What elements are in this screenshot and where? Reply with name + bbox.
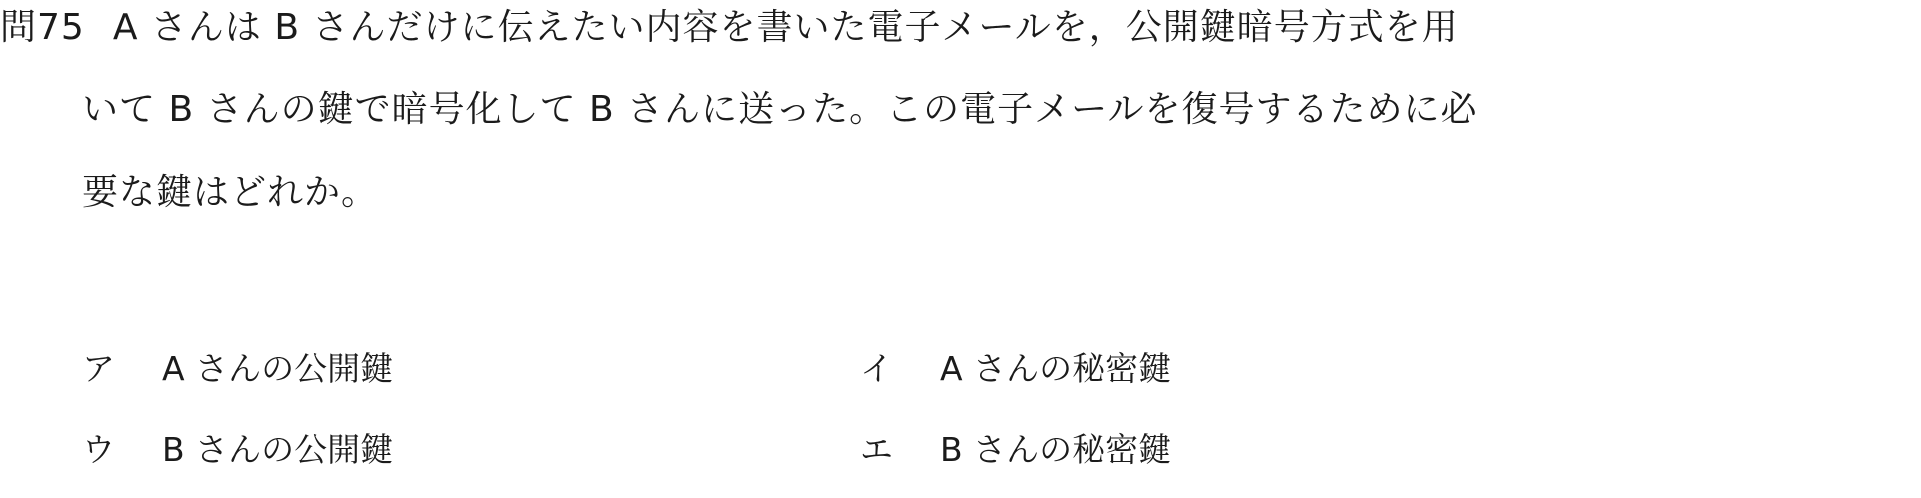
choice-a[interactable]: [82, 349, 393, 389]
choice-text: A さんの秘密鍵: [940, 349, 1172, 388]
choice-mark: エ: [860, 430, 893, 469]
choice-text: B さんの公開鍵: [162, 430, 394, 469]
question-number: 問75: [0, 7, 85, 48]
question-line-1: [0, 8, 1459, 48]
choice-mark: イ: [860, 349, 893, 388]
choice-text: A さんの公開鍵: [162, 349, 394, 388]
question-text-1: A さんは B さんだけに伝えたい内容を書いた電子メールを，公開鍵暗号方式を用: [112, 7, 1459, 48]
question-line-3: 要な鍵はどれか。: [82, 172, 379, 213]
choice-text: B さんの秘密鍵: [940, 430, 1172, 469]
choice-mark: ア: [82, 349, 115, 388]
choice-mark: ウ: [82, 430, 115, 469]
choice-i[interactable]: [860, 349, 1171, 389]
choice-u[interactable]: [82, 430, 393, 470]
choice-e[interactable]: [860, 430, 1171, 470]
question-line-2: いて B さんの鍵で暗号化して B さんに送った。この電子メールを復号するために必: [82, 89, 1478, 130]
